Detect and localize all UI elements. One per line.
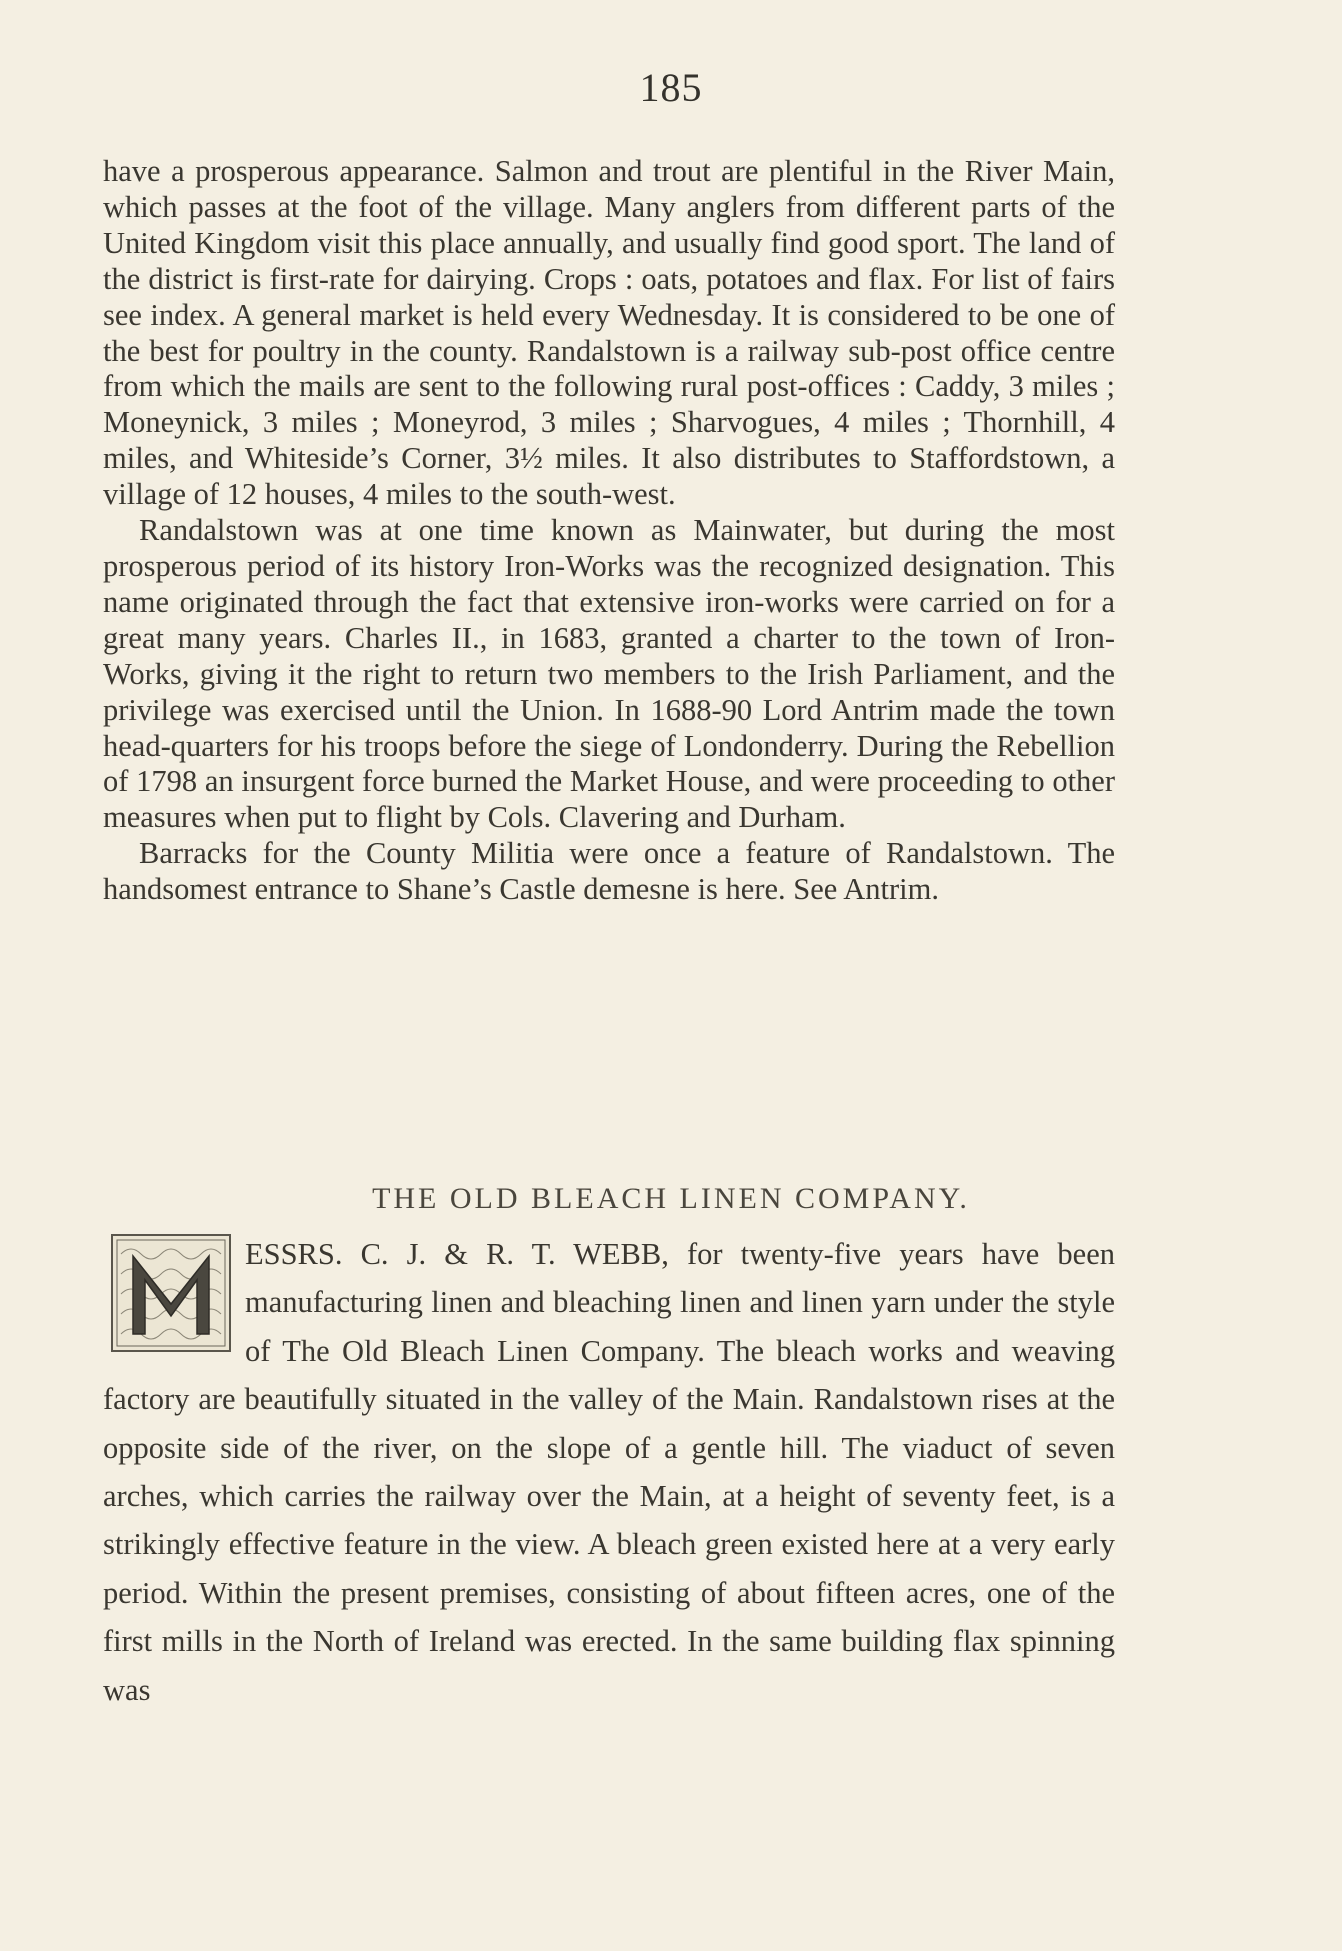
paragraph-2: Randalstown was at one time known as Mainwater, but during the most prosperous period of its history Iron-Works was the recognized designation. This name originated through the fact that extensive iron-works were carried on for a great many years. Charles II., in 1683, granted a charter to the town of Iron-Works, giving it the right to return two members to the Irish Parliament, and the privilege was exercised until the Union. In 1688-90 Lord Antrim made the town head-quarters for his troops before the siege of Londonderry. During the Rebellion of 1798 an insurgent force burned the Market House, and were proceeding to other measures when put to flight by Cols. Clavering and Durham. <box>103 513 1115 835</box>
body-text <box>103 154 1115 908</box>
section-body <box>103 1230 1115 1714</box>
page-number: 185 <box>639 65 703 110</box>
paragraph-1: have a prosperous appearance. Salmon and trout are plentiful in the River Main, which passes at the foot of the village. Many anglers from different parts of the United Kingdom visit this place annually, and usually find good sport. The land of the district is first-rate for dairying. Crops : oats, potatoes and flax. For list of fairs see index. A general market is held every Wednesday. It is considered to be one of the best for poultry in the county. Randalstown is a railway sub-post office centre from which the mails are sent to the following rural post-offices : Caddy, 3 miles ; Moneynick, 3 miles ; Moneyrod, 3 miles ; Sharvogues, 4 miles ; Thornhill, 4 miles, and Whiteside’s Corner, 3½ miles. It also distributes to Staffordstown, a village of 12 houses, 4 miles to the south-west. <box>103 154 1115 512</box>
paragraph-3: Barracks for the County Militia were once a feature of Randalstown. The handsomest entrance to Shane’s Castle demesne is here. See Antrim. <box>103 836 1115 907</box>
section-paragraph: ESSRS. C. J. & R. T. WEBB, for twenty-five years have been manufacturing linen and bleaching linen and linen yarn under the style of The Old Bleach Linen Company. The bleach works and weaving factory are beautifully situated in the valley of the Main. Randalstown rises at the opposite side of the river, on the slope of a gentle hill. The viaduct of seven arches, which carries the railway over the Main, at a height of seventy feet, is a strikingly effective feature in the view. A bleach green existed here at a very early period. Within the present premises, consisting of about fifteen acres, one of the first mills in the North of Ireland was erected. In the same building flax spinning was <box>103 1237 1115 1707</box>
ornamental-dropcap-m <box>111 1234 231 1352</box>
section-heading: THE OLD BLEACH LINEN COMPANY. <box>372 1182 970 1215</box>
